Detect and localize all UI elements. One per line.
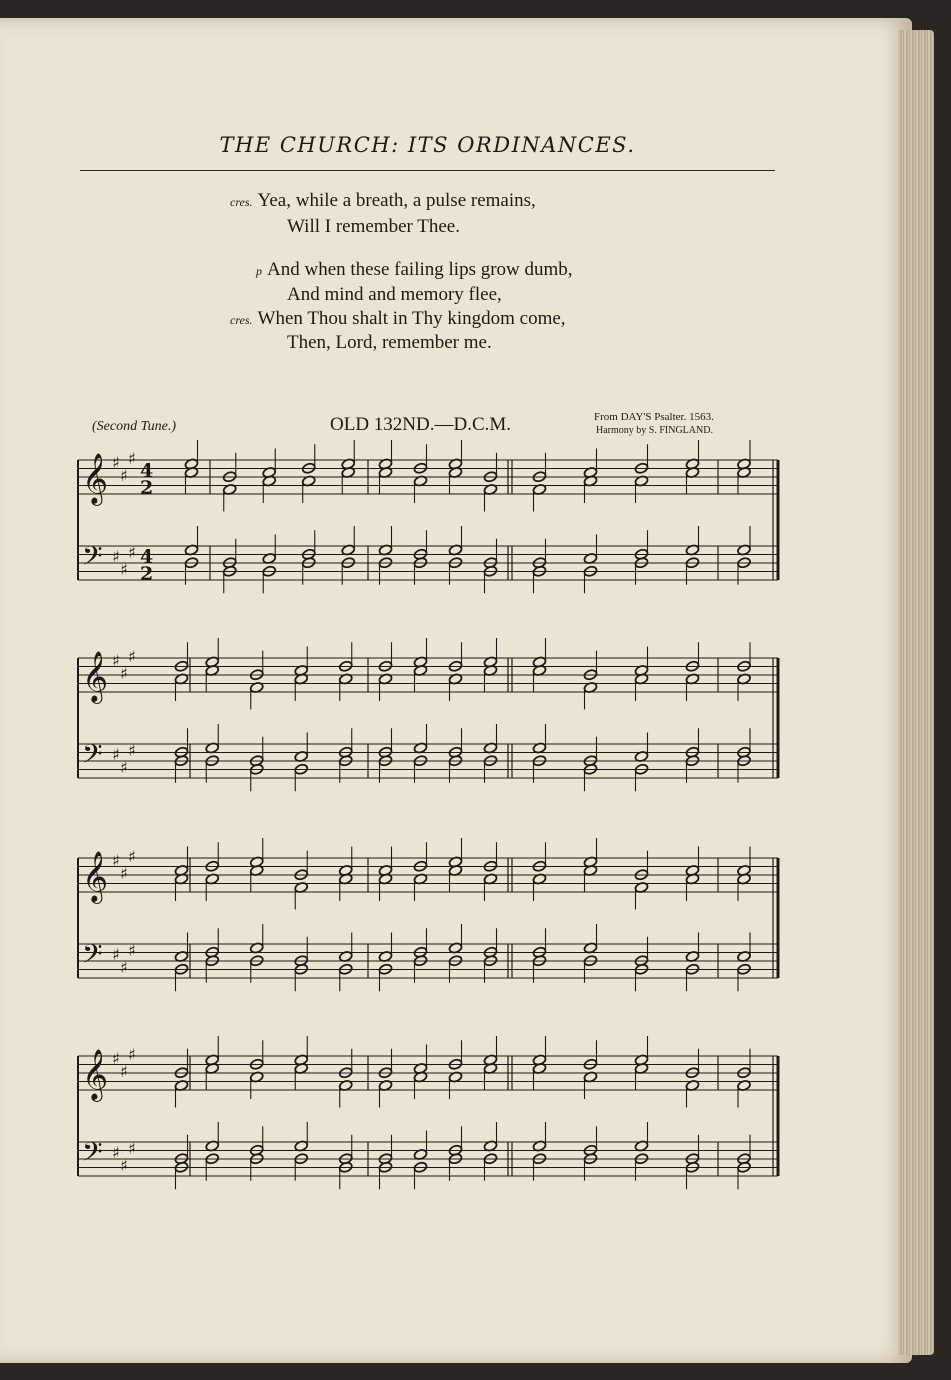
bass-clef: 𝄢 — [82, 938, 103, 976]
sharp-sign: ♯ — [128, 741, 136, 760]
verse-line: cres. Yea, while a breath, a pulse remains, — [230, 190, 536, 211]
treble-clef: 𝄞 — [82, 651, 109, 702]
tune-harmony: Harmony by S. FINGLAND. — [596, 425, 713, 436]
sharp-sign: ♯ — [112, 651, 120, 670]
time-signature-top: 4 — [140, 460, 154, 482]
sharp-sign: ♯ — [120, 958, 128, 977]
sharp-sign: ♯ — [112, 851, 120, 870]
sharp-sign: ♯ — [112, 745, 120, 764]
sharp-sign: ♯ — [112, 547, 120, 566]
verse-line: And mind and memory flee, — [287, 284, 502, 305]
bass-clef: 𝄢 — [82, 738, 103, 776]
sharp-sign: ♯ — [128, 647, 136, 666]
sharp-sign: ♯ — [120, 560, 128, 579]
bass-clef: 𝄢 — [82, 540, 103, 578]
bass-clef: 𝄢 — [82, 1136, 103, 1174]
sharp-sign: ♯ — [120, 864, 128, 883]
dynamic-mark: cres. — [230, 313, 253, 327]
time-signature-bottom: 2 — [140, 477, 154, 499]
sharp-sign: ♯ — [112, 1143, 120, 1162]
tune-label: (Second Tune.) — [92, 419, 176, 434]
verse-line: Will I remember Thee. — [287, 216, 460, 237]
verse-line: cres. When Thou shalt in Thy kingdom come, — [230, 308, 566, 329]
sharp-sign: ♯ — [120, 1156, 128, 1175]
tune-source: From DAY'S Psalter. 1563. — [594, 411, 714, 423]
sharp-sign: ♯ — [120, 664, 128, 683]
time-signature-bottom: 2 — [140, 563, 154, 585]
sharp-sign: ♯ — [128, 941, 136, 960]
sharp-sign: ♯ — [120, 1062, 128, 1081]
sharp-sign: ♯ — [120, 466, 128, 485]
sharp-sign: ♯ — [128, 847, 136, 866]
treble-clef: 𝄞 — [82, 1049, 109, 1100]
time-signature-top: 4 — [140, 546, 154, 568]
running-head: THE CHURCH: ITS ORDINANCES. — [219, 133, 636, 157]
sharp-sign: ♯ — [128, 1139, 136, 1158]
treble-clef: 𝄞 — [82, 851, 109, 902]
dynamic-mark: cres. — [230, 195, 253, 209]
tune-name: OLD 132ND.—D.C.M. — [330, 414, 512, 435]
verse-line: Then, Lord, remember me. — [287, 332, 492, 353]
verse-line: p And when these failing lips grow dumb, — [256, 259, 573, 280]
sharp-sign: ♯ — [128, 543, 136, 562]
dynamic-mark: p — [256, 264, 262, 278]
sharp-sign: ♯ — [120, 758, 128, 777]
sharp-sign: ♯ — [112, 1049, 120, 1068]
sharp-sign: ♯ — [128, 449, 136, 468]
sharp-sign: ♯ — [128, 1045, 136, 1064]
sharp-sign: ♯ — [112, 945, 120, 964]
sharp-sign: ♯ — [112, 453, 120, 472]
treble-clef: 𝄞 — [82, 453, 109, 504]
